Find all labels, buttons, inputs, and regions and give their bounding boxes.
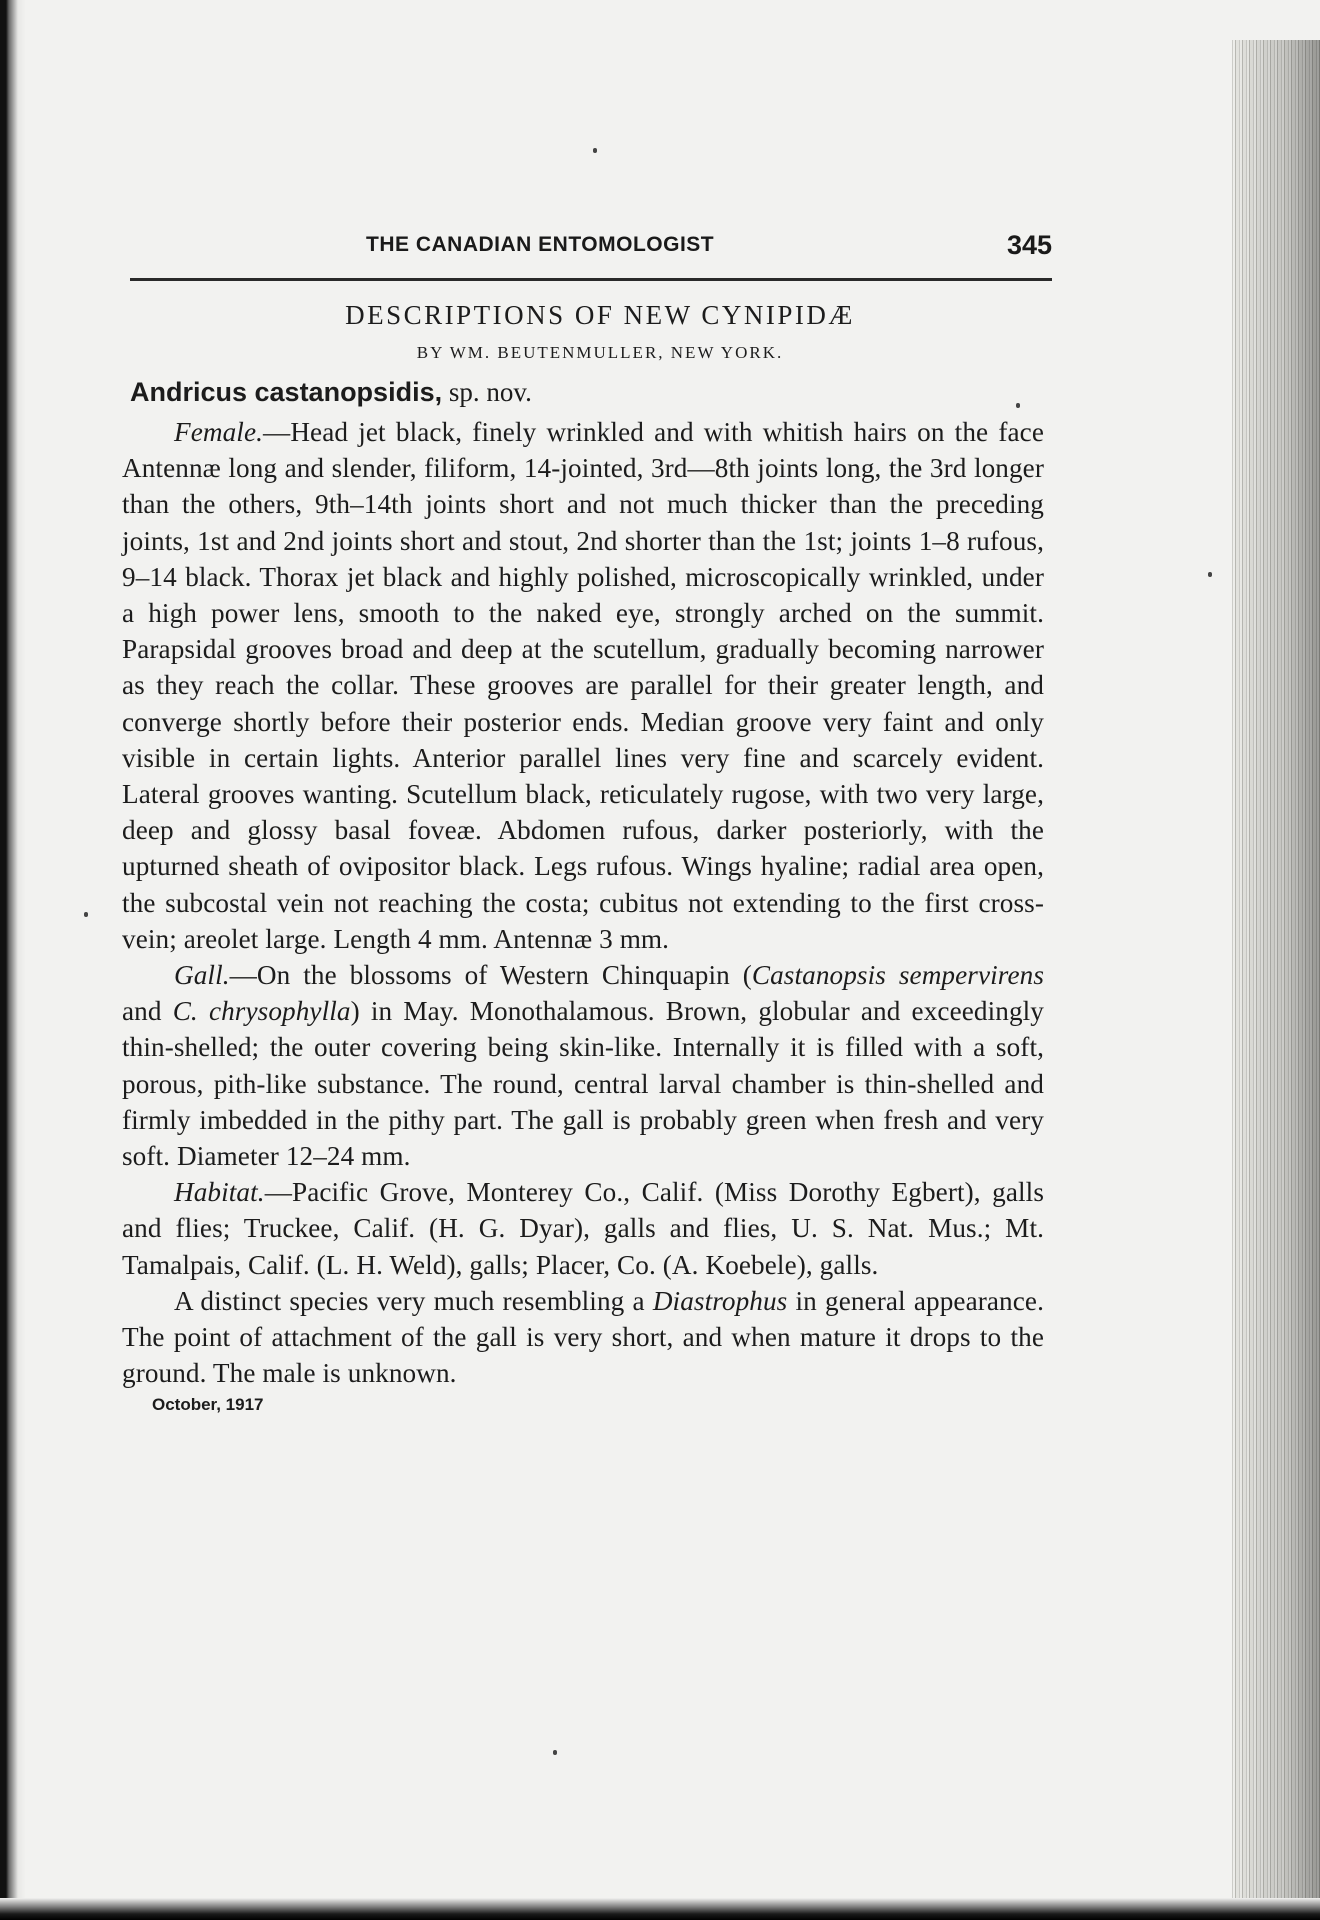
species-heading xyxy=(130,377,1044,408)
female-description xyxy=(122,414,1044,957)
gall-label: Gall. xyxy=(174,960,230,991)
species-name: Andricus castanopsidis, xyxy=(130,377,443,407)
female-text: —Head jet black, finely wrinkled and with whitish hairs on the face Antennæ long and slender, filiform, 14-jointed, 3rd—8th joints long, the 3rd longer than the others, 9th–14th joints short and not much thicker than the preceding joints, 1st and 2nd joints short and stout, 2nd shorter than the 1st; joints 1–8 rufous, 9–14 black. Thorax jet black and highly polished, microscopically wrinkled, under a high power lens, smooth to the naked eye, strongly arched on the summit. Parapsidal grooves broad and deep at the scutellum, gradually becoming narrower as they reach the collar. These grooves are parallel for their greater length, and converge shortly before their posterior ends. Median groove very faint and only visible in certain lights. Anterior parallel lines very fine and scarcely evident. Lateral grooves wanting. Scutellum black, reticulately rugose, with two very large, deep and glossy basal foveæ. Abdomen rufous, darker posteriorly, with the upturned sheath of ovipositor black. Legs rufous. Wings hyaline; radial area open, the subcostal vein not reaching the costa; cubitus not extending to the first cross-vein; areolet large. Length 4 mm. Antennæ 3 mm. xyxy=(122,417,1044,954)
gall-text-3: ) in May. Monothalamous. Brown, globular and exceedingly thin-shelled; the outer covering being skin-like. Internally it is filled with a soft, porous, pith-like substance. The round, central larval chamber is thin-shelled and firmly imbedded in the pithy part. The gall is probably green when fresh and very soft. Diameter 12–24 mm. xyxy=(122,996,1044,1172)
article-byline: BY WM. BEUTENMULLER, NEW YORK. xyxy=(416,343,784,362)
article-title: DESCRIPTIONS OF NEW CYNIPIDÆ xyxy=(345,300,855,330)
closing-remarks xyxy=(122,1283,1044,1392)
header-rule xyxy=(130,278,1052,281)
habitat-description xyxy=(122,1174,1044,1283)
book-edge-shadow-bottom xyxy=(0,1898,1320,1920)
gall-text-2: and xyxy=(122,996,173,1027)
book-binding-shadow-left xyxy=(0,0,26,1920)
gall-host-species-2: C. chrysophylla xyxy=(172,996,351,1027)
species-note: sp. nov. xyxy=(448,377,532,407)
scan-speck xyxy=(553,1750,557,1755)
article xyxy=(122,300,1044,1415)
closing-genus: Diastrophus xyxy=(652,1285,788,1316)
gall-description xyxy=(122,957,1044,1174)
page-number: 345 xyxy=(1006,230,1052,260)
closing-text-1: A distinct species very much resembling a xyxy=(174,1285,653,1316)
female-label: Female. xyxy=(174,417,264,447)
habitat-text: —Pacific Grove, Monterey Co., Calif. (Miss Dorothy Egbert), galls and flies; Truckee, Calif. (H. G. Dyar), galls and flies, U. S. Nat. Mus.; Mt. Tamalpais, Calif. (L. H. Weld), galls; Placer, Co. (A. Koebele), galls. xyxy=(122,1177,1044,1280)
scan-speck xyxy=(1208,572,1212,577)
page-edges-shade xyxy=(1232,40,1320,1920)
running-header xyxy=(130,228,1052,268)
closing-text-2: in general appearance. The point of attachment of the gall is very short, and when mature it drops to the ground. The male is unknown. xyxy=(122,1285,1044,1389)
scan-speck xyxy=(84,912,88,917)
gall-text-1: —On the blossoms of Western Chinquapin ( xyxy=(229,960,752,991)
issue-date: October, 1917 xyxy=(152,1395,264,1415)
running-title: THE CANADIAN ENTOMOLOGIST xyxy=(366,233,715,256)
gall-host-species: Castanopsis sempervirens xyxy=(751,960,1044,991)
scan-speck xyxy=(593,148,597,153)
habitat-label: Habitat. xyxy=(174,1177,265,1208)
